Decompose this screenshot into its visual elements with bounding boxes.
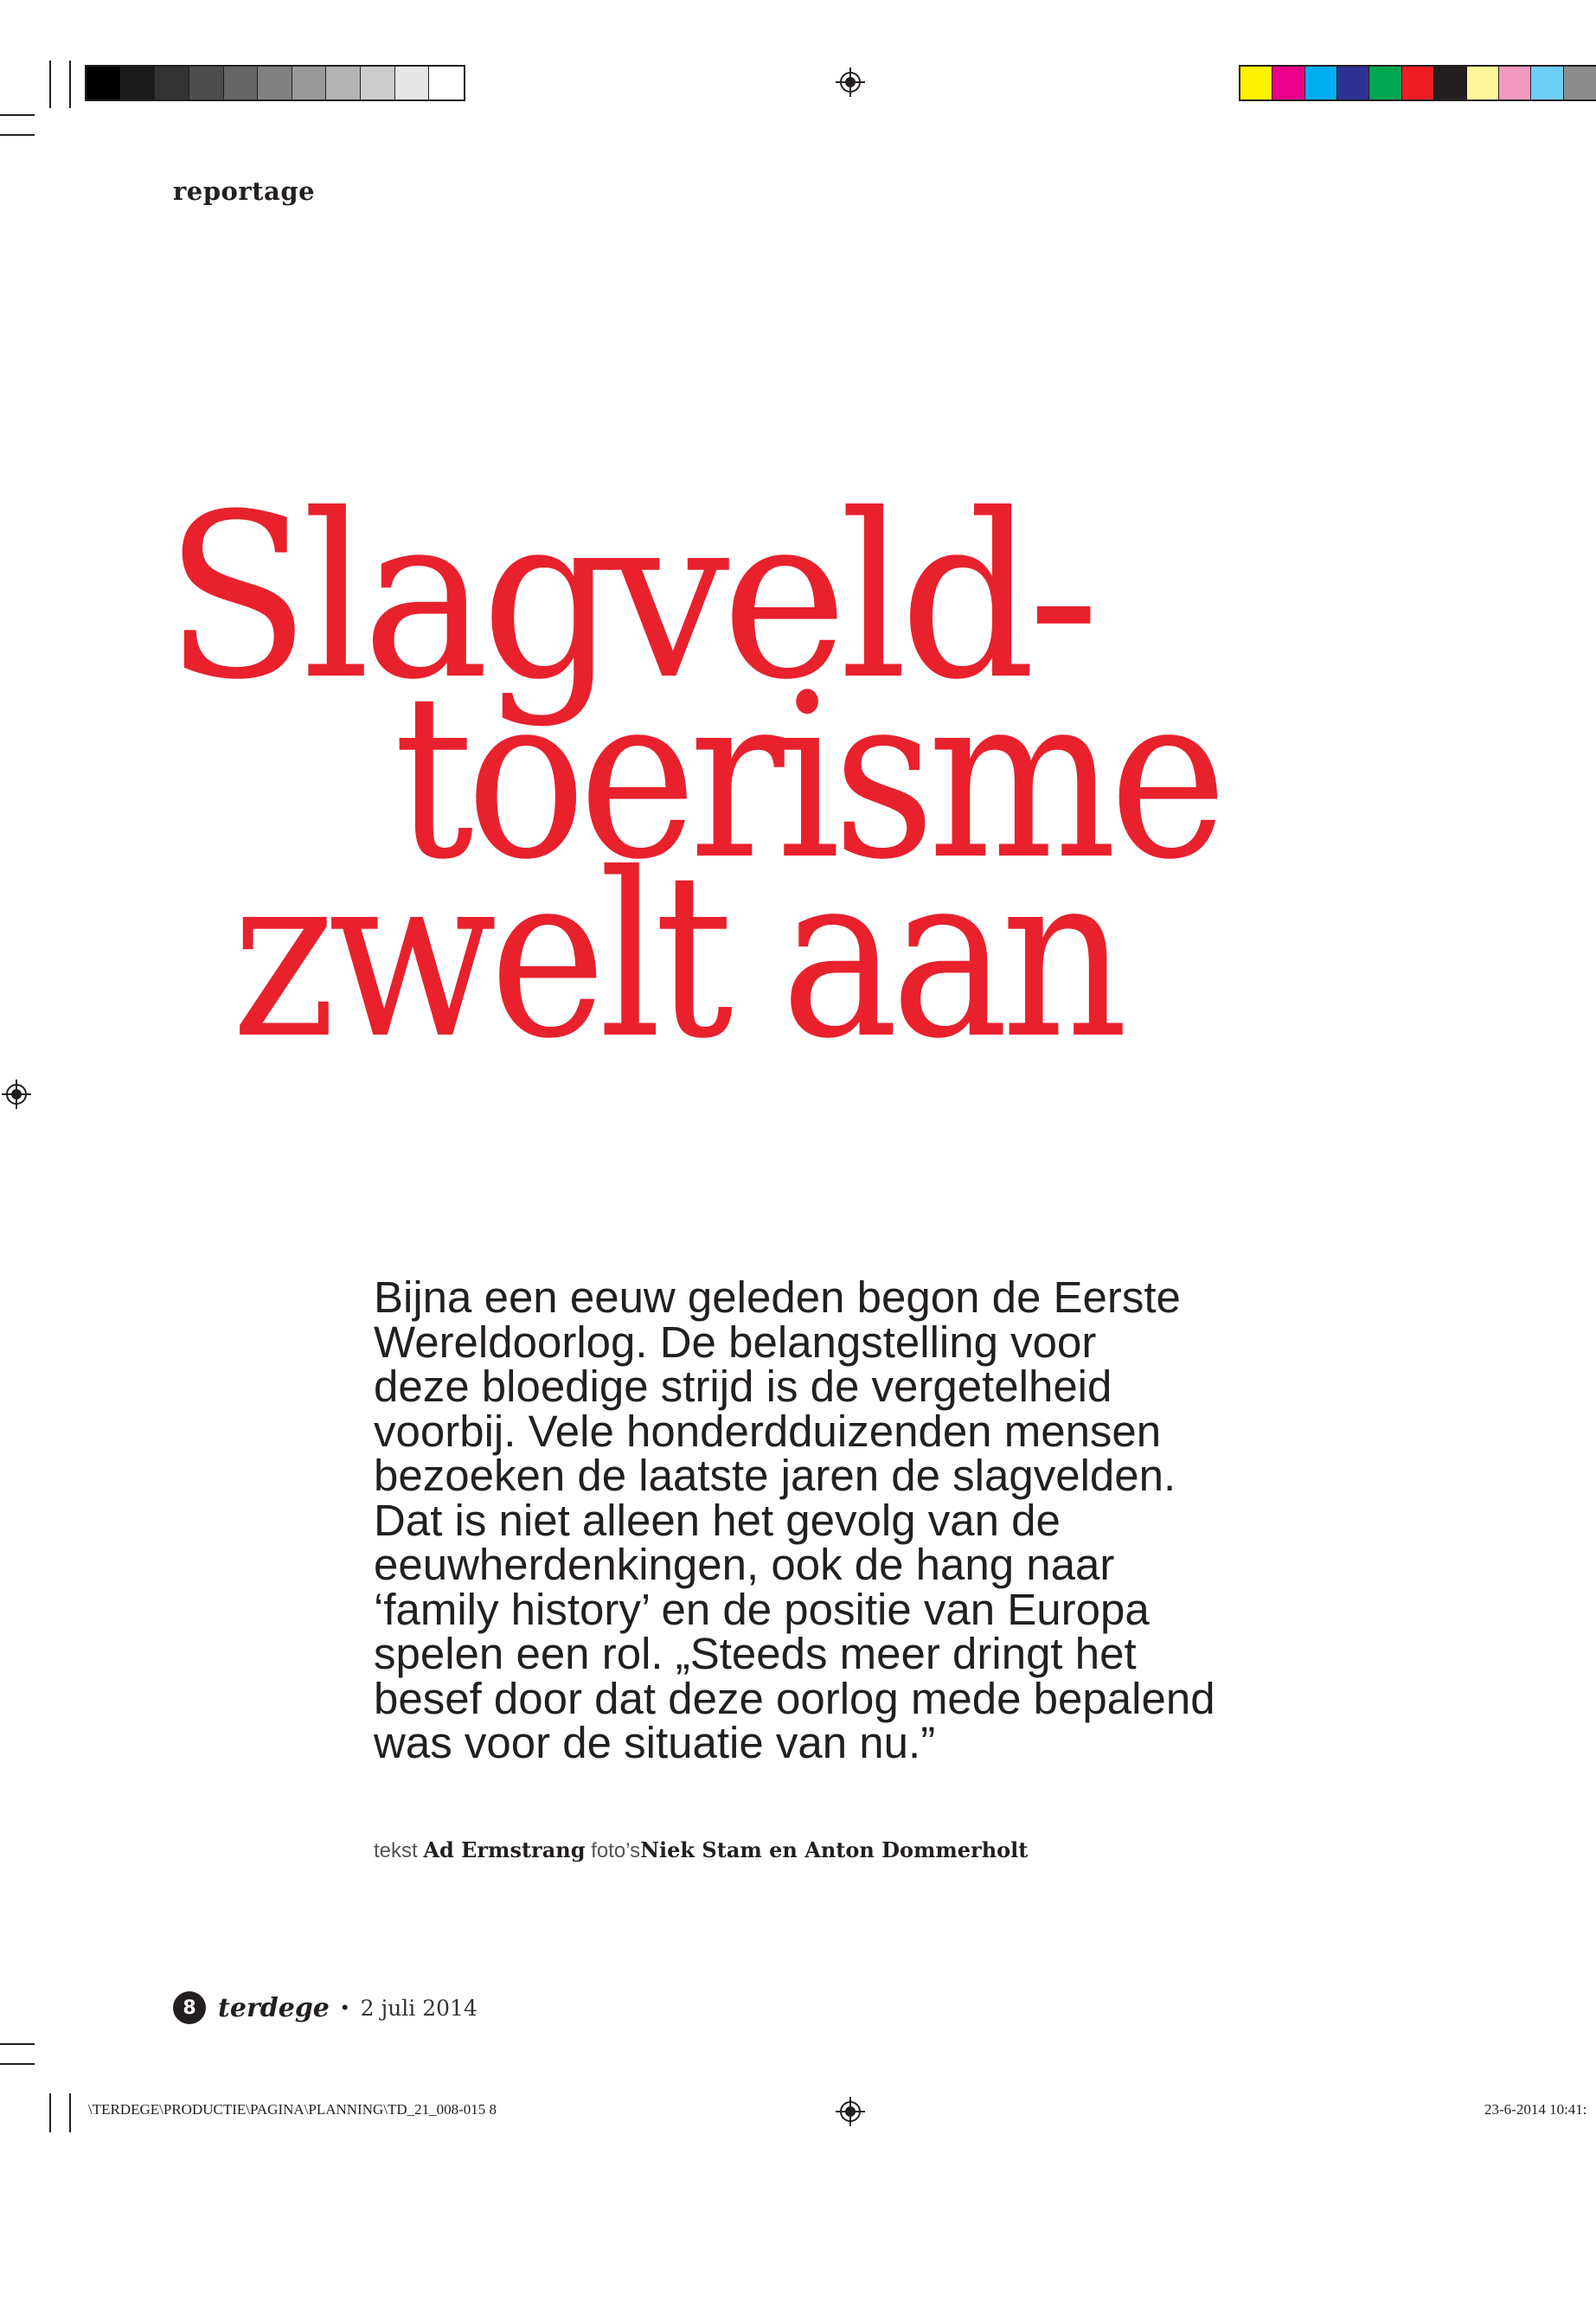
crop-mark-top-left-vertical-1 [49,61,51,108]
color-swatch [1499,67,1531,99]
color-swatch [1434,67,1466,99]
intro-line: deze bloedige strijd is de vergetelheid [374,1362,1112,1411]
crop-mark-bottom-left-vertical-2 [69,2093,71,2132]
grey-swatch [155,67,189,99]
grey-swatch [429,67,464,99]
color-swatch-strip [1239,65,1596,101]
intro-line: eeuwherdenkingen, ook de hang naar [374,1540,1115,1589]
registration-mark-icon [836,2097,865,2126]
grey-swatch [292,67,327,99]
crop-mark-bottom-left-vertical-1 [49,2093,51,2132]
grey-swatch [224,67,259,99]
headline-line-2: toerisme [394,645,1220,909]
grey-swatch [361,67,395,99]
folio-separator: • [341,1997,349,2018]
page-number: 8 [173,1991,206,2024]
crop-mark-top-left-horizontal-1 [0,114,35,116]
intro-line: voorbij. Vele honderdduizenden mensen [374,1406,1162,1456]
issue-date: 2 juli 2014 [360,1995,478,2021]
byline [374,1837,1028,1863]
magazine-name: terdege [218,1992,330,2023]
grey-swatch [258,67,292,99]
color-swatch [1369,67,1401,99]
color-swatch [1337,67,1369,99]
color-swatch [1531,67,1563,99]
color-swatch [1564,67,1596,99]
section-label: reportage [173,176,316,206]
crop-mark-bottom-left-horizontal-1 [0,2043,35,2045]
color-swatch [1305,67,1337,99]
intro-line: was voor de situatie van nu.” [374,1718,936,1767]
crop-mark-top-left-horizontal-2 [0,134,35,136]
intro-line: Wereldoorlog. De belangstelling voor [374,1317,1097,1367]
page-folio [173,1991,478,2024]
crop-mark-top-left-vertical-2 [69,61,71,108]
byline-author: Ad Ermstrang [423,1837,586,1862]
intro-line: ‘family history’ en de positie van Europa [374,1584,1150,1634]
byline-photographers: Niek Stam en Anton Dommerholt [640,1837,1029,1862]
intro-line: besef door dat deze oorlog mede bepalend [374,1673,1215,1723]
registration-mark-icon [2,1080,31,1109]
registration-mark-icon [836,67,865,97]
grey-swatch [189,67,224,99]
headline-line-1: Slagveld- [164,465,1092,729]
intro-line: Bijna een eeuw geleden begon de Eerste [374,1272,1181,1322]
print-slug-timestamp: 23-6-2014 10:41: [1484,2101,1587,2118]
grey-swatch [87,67,121,99]
headline-line-3: zwelt aan [232,824,1121,1088]
grey-swatch [326,67,361,99]
intro-line: spelen een rol. „Steeds meer dringt het [374,1629,1137,1678]
intro-paragraph [374,1272,1360,1767]
intro-line: Dat is niet alleen het gevolg van de [374,1495,1061,1545]
intro-line: bezoeken de laatste jaren de slagvelden. [374,1451,1176,1500]
byline-text-label: tekst [374,1839,418,1862]
byline-photo-label: foto’s [591,1839,641,1862]
grey-swatch-strip [85,65,465,101]
color-swatch [1240,67,1272,99]
grey-swatch [395,67,430,99]
print-slug-path: \TERDEGE\PRODUCTIE\PAGINA\PLANNING\TD_21_008-015 8 [88,2101,497,2118]
color-swatch [1272,67,1304,99]
color-swatch [1467,67,1499,99]
color-swatch [1402,67,1434,99]
grey-swatch [121,67,156,99]
crop-mark-bottom-left-horizontal-2 [0,2063,35,2065]
